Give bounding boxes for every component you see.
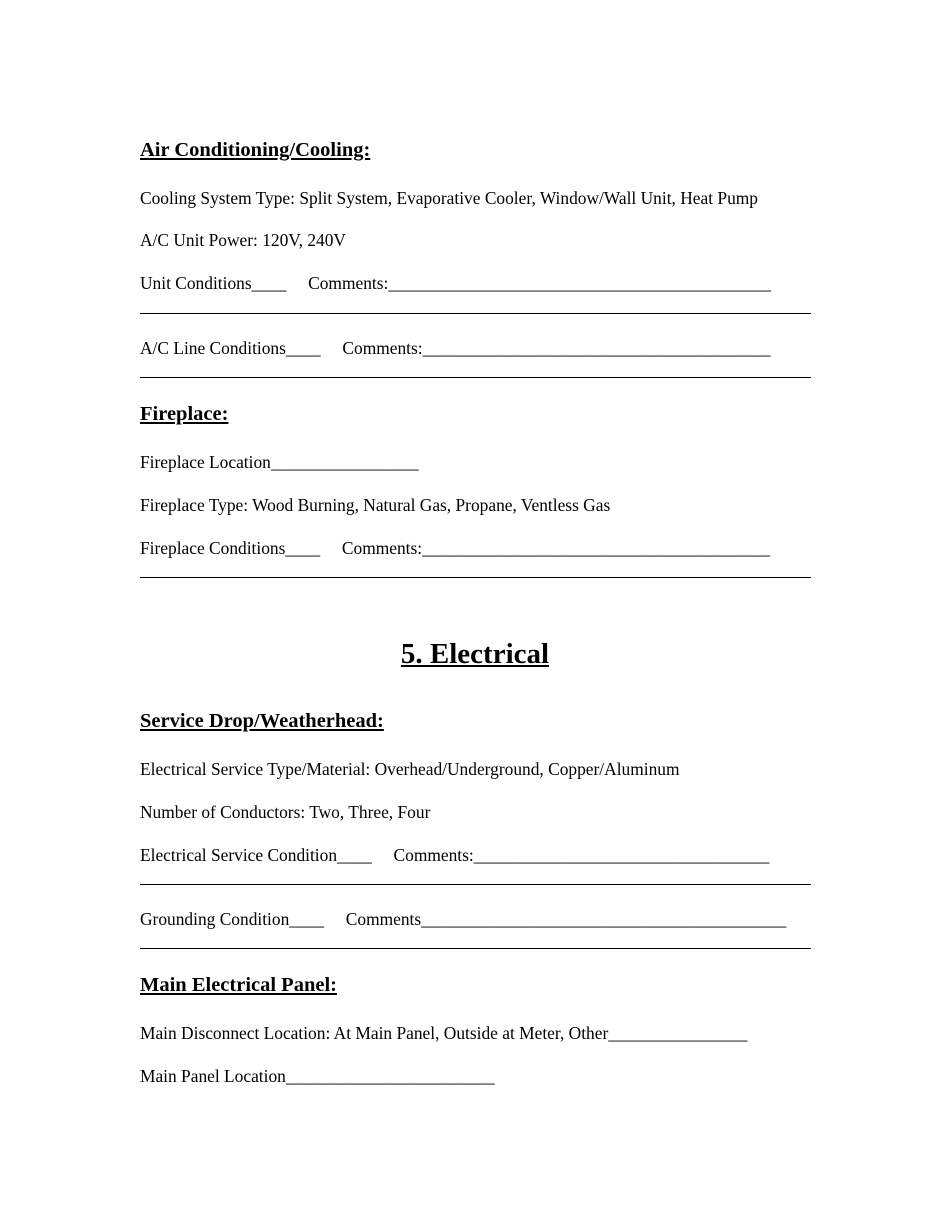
comment-line[interactable] [140,948,811,949]
electrical-section-title: 5. Electrical [400,638,550,670]
electrical-service-type: Electrical Service Type/Material: Overhead/Underground, Copper/Aluminum [140,759,680,779]
comment-line[interactable] [140,884,811,885]
fireplace-conditions-field[interactable]: Fireplace Conditions____ Comments:________________________________________ [140,538,770,558]
cooling-heading: Air Conditioning/Cooling: [140,139,371,161]
comment-line[interactable] [140,313,811,314]
ac-line-conditions-field[interactable]: A/C Line Conditions____ Comments:________________________________________ [140,338,771,358]
fireplace-heading: Fireplace: [140,403,229,425]
electrical-service-condition-field[interactable]: Electrical Service Condition____ Comments:__________________________________ [140,845,770,865]
grounding-condition-field[interactable]: Grounding Condition____ Comments__________________________________________ [140,909,787,929]
cooling-system-type: Cooling System Type: Split System, Evaporative Cooler, Window/Wall Unit, Heat Pump [140,188,758,208]
main-disconnect-location-field[interactable]: Main Disconnect Location: At Main Panel, Outside at Meter, Other________________ [140,1023,748,1043]
fireplace-location-field[interactable]: Fireplace Location_________________ [140,452,419,472]
ac-unit-power: A/C Unit Power: 120V, 240V [140,230,346,250]
comment-line[interactable] [140,377,811,378]
number-of-conductors: Number of Conductors: Two, Three, Four [140,802,431,822]
main-panel-location-field[interactable]: Main Panel Location________________________ [140,1066,495,1086]
unit-conditions-field[interactable]: Unit Conditions____ Comments:____________________________________________ [140,273,771,293]
fireplace-type: Fireplace Type: Wood Burning, Natural Gas, Propane, Ventless Gas [140,495,611,515]
comment-line[interactable] [140,577,811,578]
main-panel-heading: Main Electrical Panel: [140,974,337,996]
service-drop-heading: Service Drop/Weatherhead: [140,710,384,732]
